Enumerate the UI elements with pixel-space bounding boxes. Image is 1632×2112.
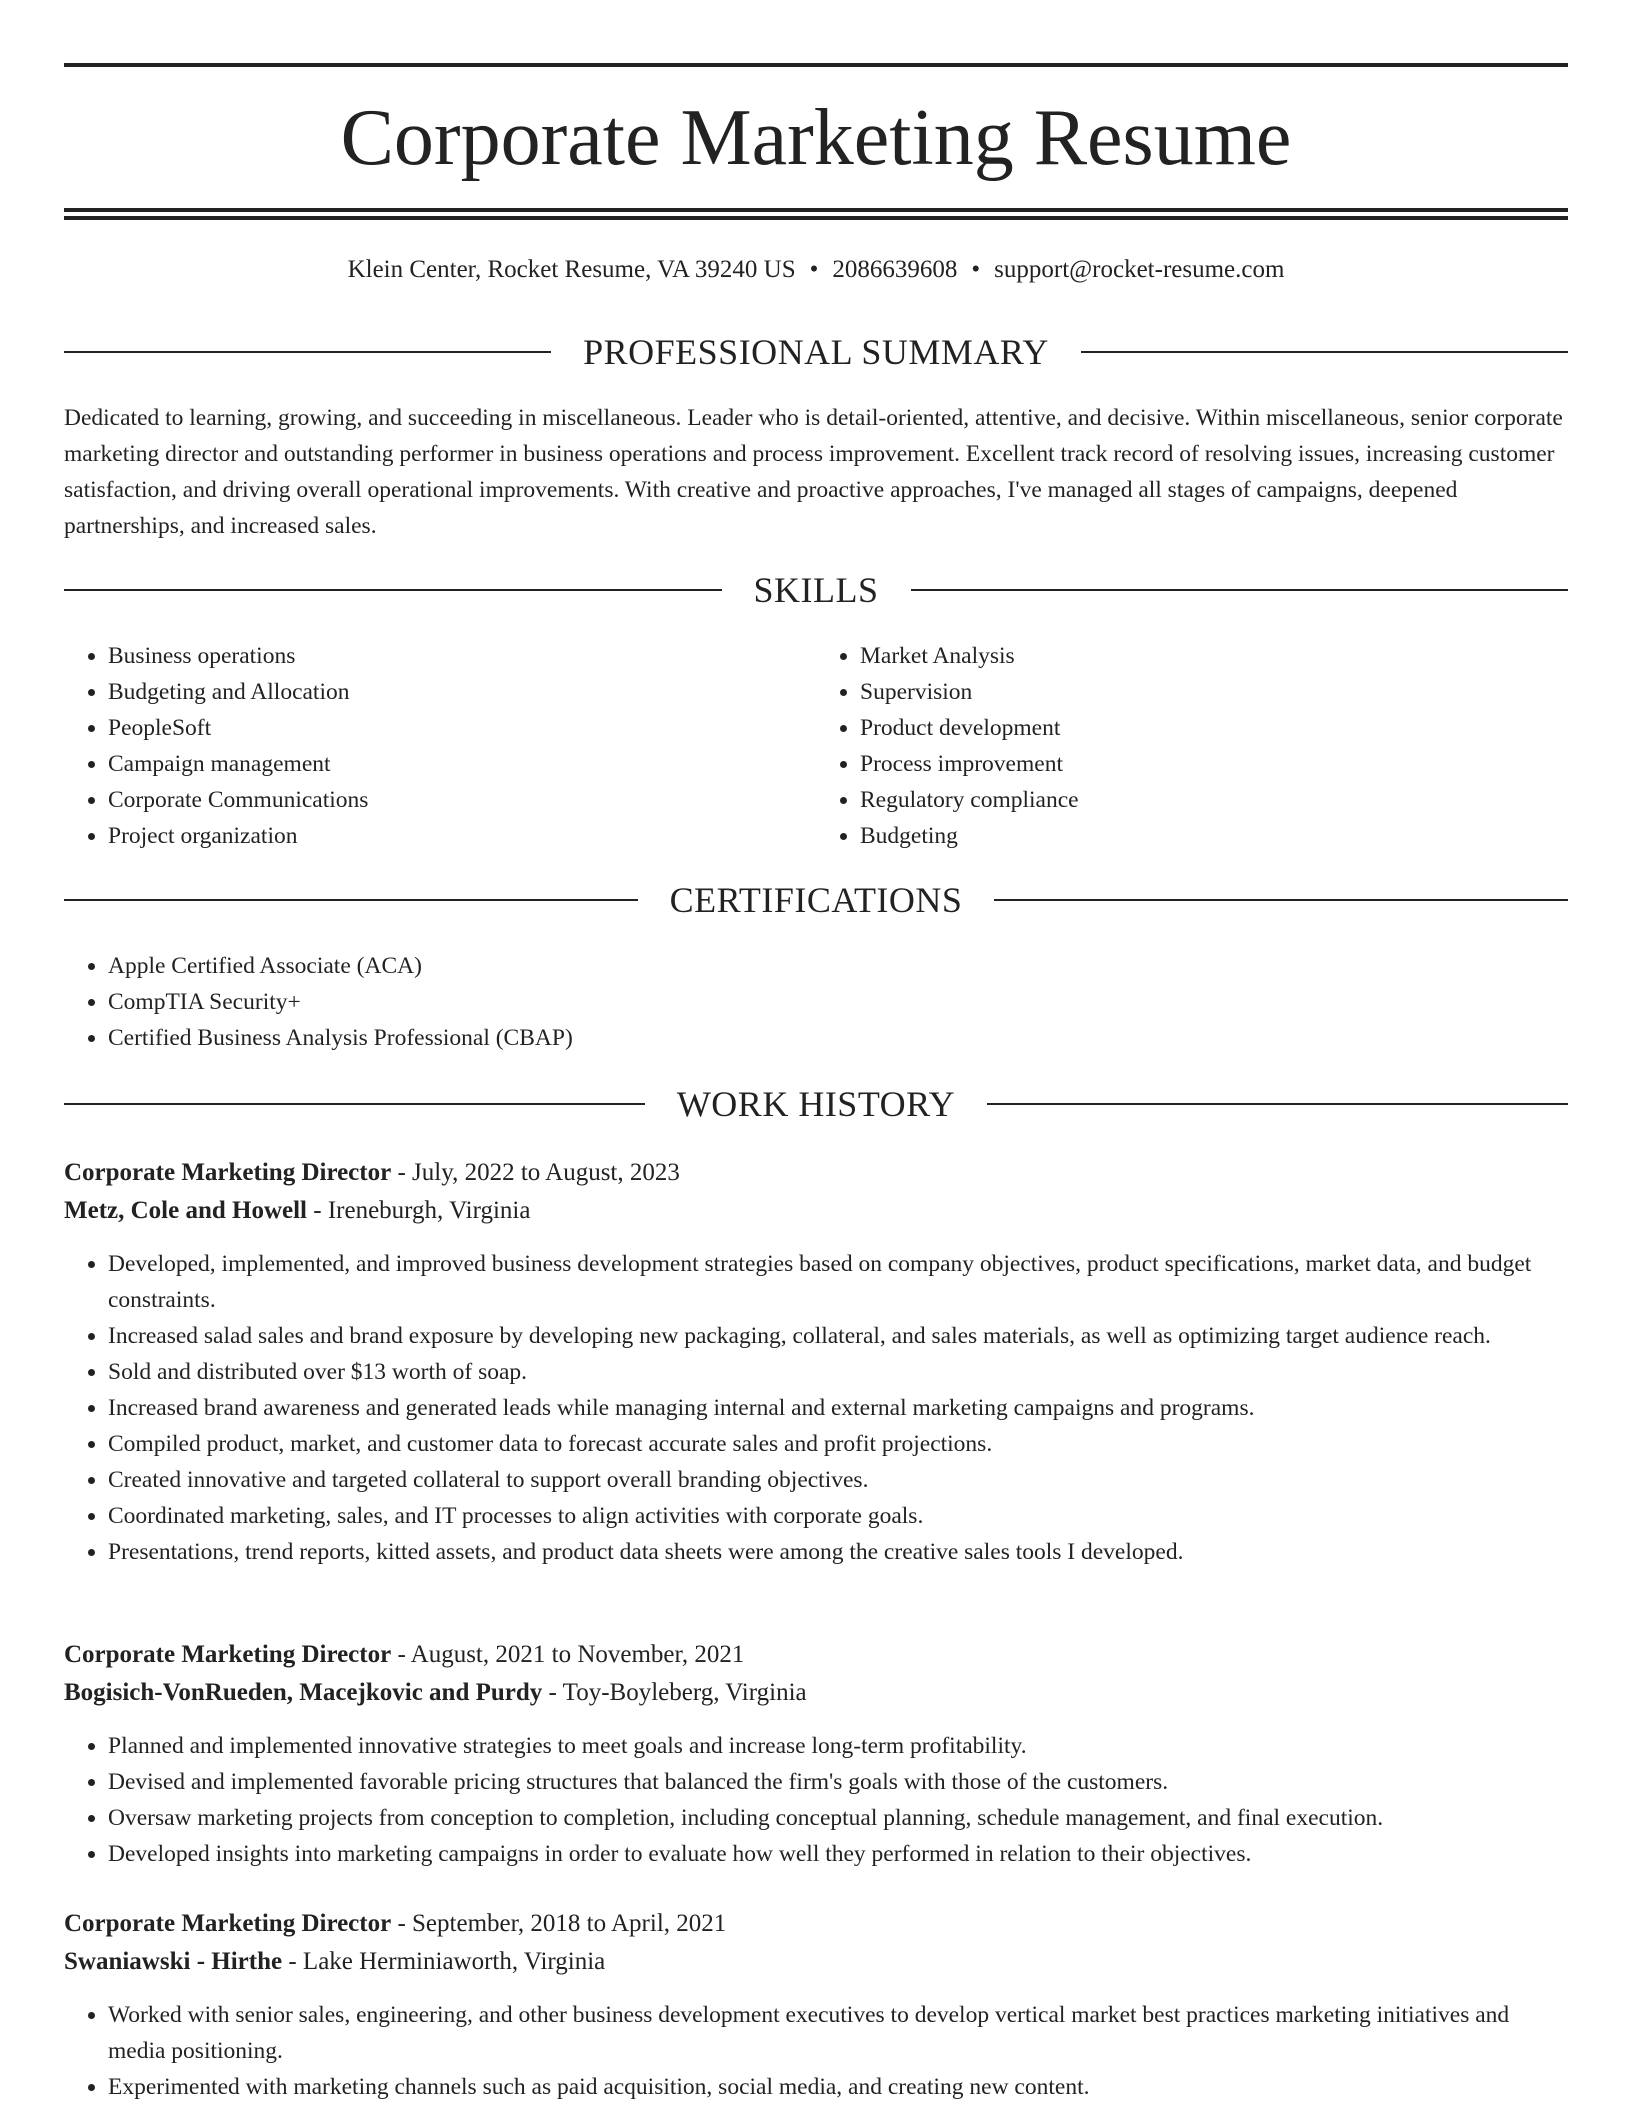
certification-item: • Certified Business Analysis Professional (CBAP) bbox=[108, 1020, 1568, 1056]
heading-rule-left bbox=[64, 351, 551, 353]
skill-item: • Budgeting bbox=[860, 818, 1568, 854]
job-title-line bbox=[64, 1154, 1568, 1192]
header-double-rule bbox=[64, 208, 1568, 220]
job-location: - Lake Herminiaworth, Virginia bbox=[282, 1948, 606, 1975]
skill-item: • Corporate Communications bbox=[108, 782, 816, 818]
job-bullet: • Experimented with marketing channels such as paid acquisition, social media, and creating new content. bbox=[108, 2069, 1568, 2105]
job-location: - Ireneburgh, Virginia bbox=[307, 1197, 531, 1224]
job-company-line bbox=[64, 1674, 1568, 1712]
job-company: Bogisich-VonRueden, Macejkovic and Purdy bbox=[64, 1679, 543, 1706]
skills-column-right bbox=[816, 638, 1568, 854]
heading-rule-right bbox=[1081, 351, 1568, 353]
job-title: Corporate Marketing Director bbox=[64, 1641, 392, 1668]
contact-line bbox=[64, 252, 1568, 288]
summary-heading: PROFESSIONAL SUMMARY bbox=[583, 332, 1049, 372]
job-title-line bbox=[64, 1905, 1568, 1943]
job-bullet: • Created innovative and targeted collateral to support overall branding objectives. bbox=[108, 1462, 1568, 1498]
contact-email: support@rocket-resume.com bbox=[994, 256, 1285, 283]
contact-separator: • bbox=[971, 256, 981, 283]
heading-rule-left bbox=[64, 899, 638, 901]
job-bullet: • Compiled product, market, and customer data to forecast accurate sales and profit projections. bbox=[108, 1426, 1568, 1462]
heading-rule-right bbox=[994, 899, 1568, 901]
skills-heading: SKILLS bbox=[753, 570, 879, 610]
job-company-line bbox=[64, 1943, 1568, 1981]
certification-item: • CompTIA Security+ bbox=[108, 984, 1568, 1020]
header-top-rule bbox=[64, 63, 1568, 67]
job-bullets bbox=[64, 1728, 1568, 1872]
work-history-section-heading bbox=[64, 1082, 1568, 1126]
skills-column-left bbox=[64, 638, 816, 854]
skill-item: • Supervision bbox=[860, 674, 1568, 710]
certification-item: • Apple Certified Associate (ACA) bbox=[108, 948, 1568, 984]
job-bullet: • Increased salad sales and brand exposure by developing new packaging, collateral, and sales materials, as well as optimizing target audience reach. bbox=[108, 1318, 1568, 1354]
skill-item: • Project organization bbox=[108, 818, 816, 854]
job-company: Swaniawski - Hirthe bbox=[64, 1948, 283, 1975]
skill-item: • Regulatory compliance bbox=[860, 782, 1568, 818]
job-bullet: • Sold and distributed over $13 worth of soap. bbox=[108, 1354, 1568, 1390]
certifications-list bbox=[64, 948, 1568, 1056]
contact-address: Klein Center, Rocket Resume, VA 39240 US bbox=[347, 256, 796, 283]
skill-item: • Budgeting and Allocation bbox=[108, 674, 816, 710]
certifications-heading: CERTIFICATIONS bbox=[669, 880, 963, 920]
summary-section-heading bbox=[64, 330, 1568, 374]
job-bullet: • Developed, implemented, and improved business development strategies based on company objectives, product specifications, market data, and budget constraints. bbox=[108, 1246, 1568, 1318]
job-bullets bbox=[64, 1997, 1568, 2105]
skill-item: • Product development bbox=[860, 710, 1568, 746]
skill-item: • Campaign management bbox=[108, 746, 816, 782]
skills-list bbox=[64, 638, 1568, 854]
job-bullets bbox=[64, 1246, 1568, 1570]
job-entry bbox=[64, 1154, 1568, 1570]
job-title: Corporate Marketing Director bbox=[64, 1159, 392, 1186]
job-bullet: • Presentations, trend reports, kitted assets, and product data sheets were among the creative sales tools I developed. bbox=[108, 1534, 1568, 1570]
job-bullet: • Oversaw marketing projects from conception to completion, including conceptual planning, schedule management, and final execution. bbox=[108, 1800, 1568, 1836]
contact-separator: • bbox=[809, 256, 819, 283]
skill-item: • Process improvement bbox=[860, 746, 1568, 782]
job-location: - Toy-Boyleberg, Virginia bbox=[542, 1679, 807, 1706]
skills-section-heading bbox=[64, 568, 1568, 612]
job-dates: - July, 2022 to August, 2023 bbox=[391, 1159, 680, 1186]
skill-item: • Market Analysis bbox=[860, 638, 1568, 674]
job-bullet: • Coordinated marketing, sales, and IT processes to align activities with corporate goals. bbox=[108, 1498, 1568, 1534]
summary-text: Dedicated to learning, growing, and succeeding in miscellaneous. Leader who is detail-oriented, attentive, and decisive. Within miscellaneous, senior corporate marketing director and outstanding performer in business operations and process improvement. Excellent track record of resolving issues, increasing customer satisfaction, and driving overall operational improvements. With creative and proactive approaches, I've managed all stages of campaigns, deepened partnerships, and increased sales. bbox=[64, 405, 1563, 539]
certifications-section-heading bbox=[64, 878, 1568, 922]
heading-rule-right bbox=[911, 589, 1569, 591]
job-company-line bbox=[64, 1192, 1568, 1230]
heading-rule-right bbox=[987, 1103, 1568, 1105]
job-bullet: • Increased brand awareness and generated leads while managing internal and external marketing campaigns and programs. bbox=[108, 1390, 1568, 1426]
job-bullet: • Worked with senior sales, engineering, and other business development executives to develop vertical market best practices marketing initiatives and media positioning. bbox=[108, 1997, 1568, 2069]
heading-rule-left bbox=[64, 589, 722, 591]
job-bullet: • Developed insights into marketing campaigns in order to evaluate how well they performed in relation to their objectives. bbox=[108, 1836, 1568, 1872]
job-dates: - September, 2018 to April, 2021 bbox=[391, 1910, 727, 1937]
job-bullet: • Devised and implemented favorable pricing structures that balanced the firm's goals with those of the customers. bbox=[108, 1764, 1568, 1800]
contact-phone: 2086639608 bbox=[832, 256, 958, 283]
work-history-heading: WORK HISTORY bbox=[676, 1084, 956, 1124]
skill-item: • Business operations bbox=[108, 638, 816, 674]
job-company: Metz, Cole and Howell bbox=[64, 1197, 308, 1224]
job-entry bbox=[64, 1905, 1568, 2105]
skill-item: • PeopleSoft bbox=[108, 710, 816, 746]
job-dates: - August, 2021 to November, 2021 bbox=[391, 1641, 745, 1668]
heading-rule-left bbox=[64, 1103, 645, 1105]
job-title-line bbox=[64, 1636, 1568, 1674]
resume-title: Corporate Marketing Resume bbox=[340, 94, 1292, 182]
job-bullet: • Planned and implemented innovative strategies to meet goals and increase long-term profitability. bbox=[108, 1728, 1568, 1764]
job-title: Corporate Marketing Director bbox=[64, 1910, 392, 1937]
job-entry bbox=[64, 1636, 1568, 1872]
